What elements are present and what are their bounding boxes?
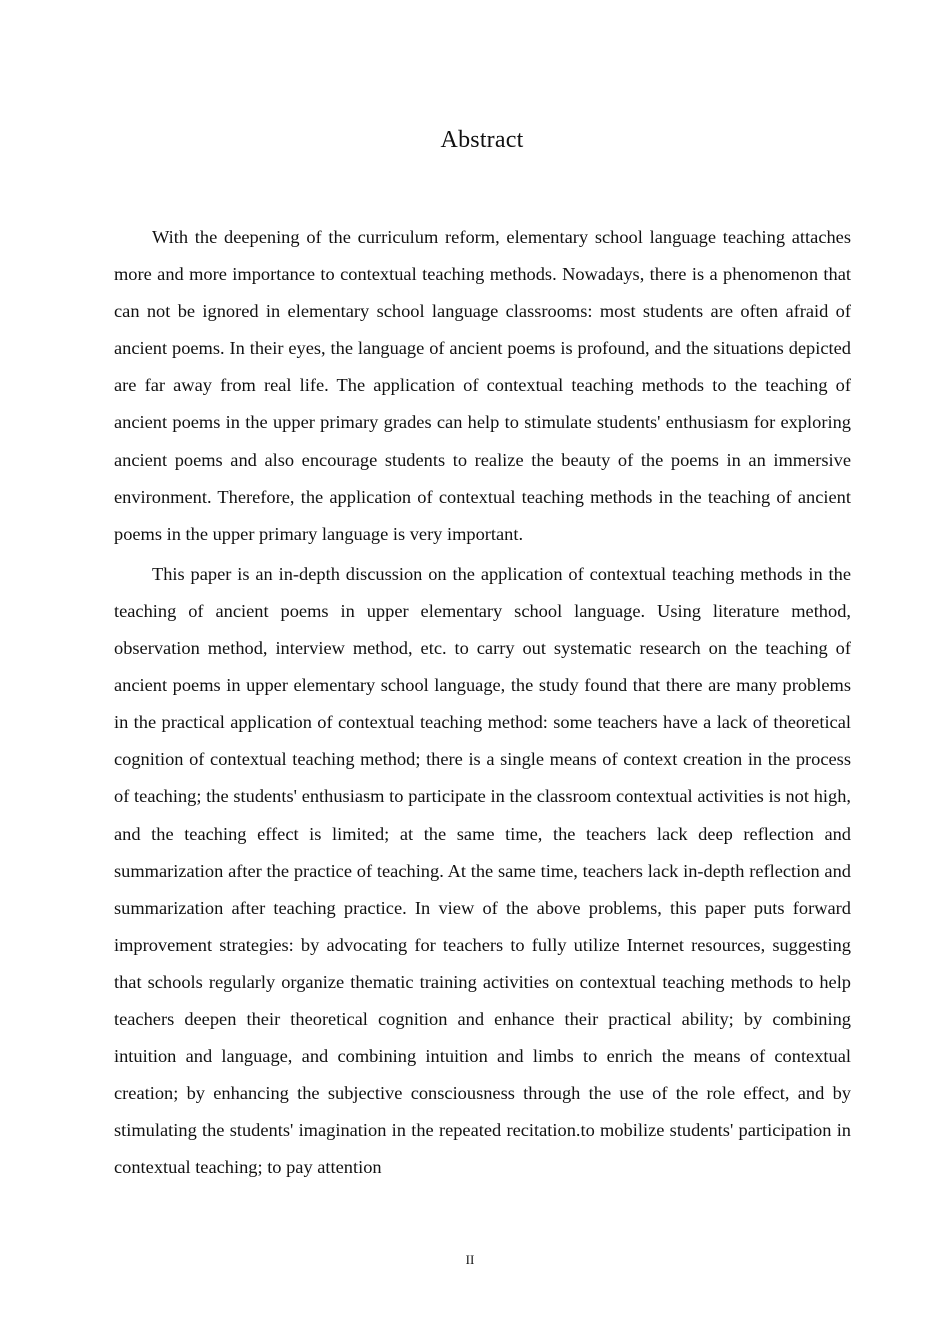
page-number: II bbox=[465, 1252, 475, 1267]
abstract-body bbox=[114, 219, 851, 1186]
abstract-paragraph-1: With the deepening of the curriculum reform, elementary school language teaching attaches more and more importance to contextual teaching methods. Nowadays, there is a phenomenon that can not be ignored in elementary school language classrooms: most students are often afraid of ancient poems. In their eyes, the language of ancient poems is profound, and the situations depicted are far away from real life. The application of contextual teaching methods to the teaching of ancient poems in the upper primary grades can help to stimulate students' enthusiasm for exploring ancient poems and also encourage students to realize the beauty of the poems in an immersive environment. Therefore, the application of contextual teaching methods in the teaching of ancient poems in the upper primary language is very important. bbox=[114, 227, 851, 544]
abstract-paragraph-2: This paper is an in-depth discussion on the application of contextual teaching methods in the teaching of ancient poems in upper elementary school language. Using literature method, observation method, interview method, etc. to carry out systematic research on the teaching of ancient poems in upper elementary school language, the study found that there are many problems in the practical application of contextual teaching method: some teachers have a lack of theoretical cognition of contextual teaching method; there is a single means of context creation in the process of teaching; the students' enthusiasm to participate in the classroom contextual activities is not high, and the teaching effect is limited; at the same time, the teachers lack deep reflection and summarization after the practice of teaching. At the same time, teachers lack in-depth reflection and summarization after teaching practice. In view of the above problems, this paper puts forward improvement strategies: by advocating for teachers to fully utilize Internet resources, suggesting that schools regularly organize thematic training activities on contextual teaching methods to help teachers deepen their theoretical cognition and enhance their practical ability; by combining intuition and language, and combining intuition and limbs to enrich the means of contextual creation; by enhancing the subjective consciousness through the use of the role effect, and by stimulating the students' imagination in the repeated recitation.to mobilize students' participation in contextual teaching; to pay attention bbox=[114, 563, 851, 1178]
page-title: Abstract bbox=[440, 127, 524, 153]
